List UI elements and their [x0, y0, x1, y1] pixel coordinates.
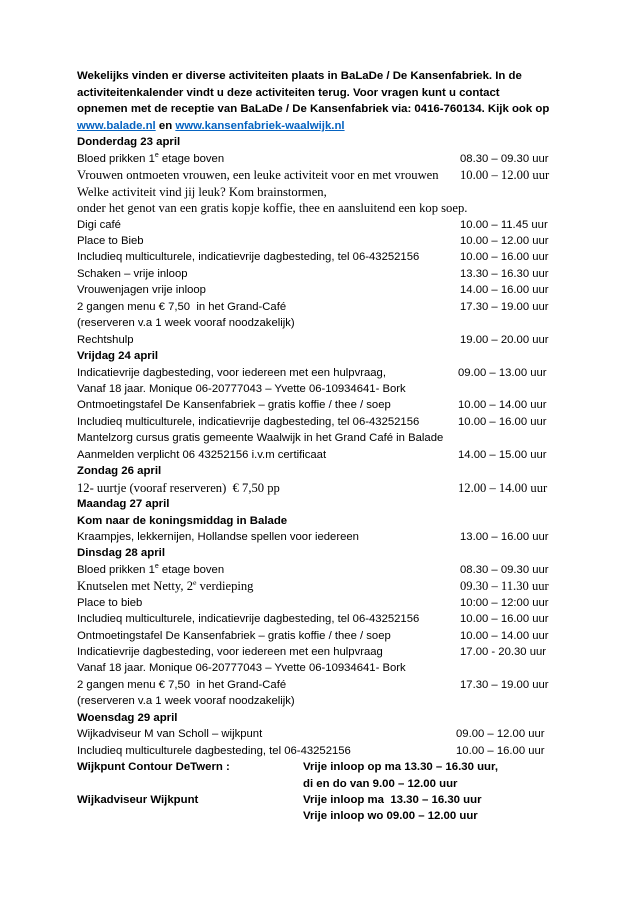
activity-row [77, 743, 574, 759]
activity-label: Digi café [77, 218, 121, 231]
activity-label: Ontmoetingstafel De Kansenfabriek – gratis koffie / thee / soep [77, 399, 391, 412]
activity-time: 13.00 – 16.00 uur [460, 530, 549, 543]
wijkpunt-hours: Vrije inloop op ma 13.30 – 16.30 uur, [303, 761, 498, 774]
activity-row [77, 167, 574, 183]
day-section [77, 134, 574, 348]
activity-label: Place to Bieb [77, 235, 144, 248]
activity-time: 09.00 – 13.00 uur [458, 366, 547, 379]
activity-label: (reserveren v.a 1 week vooraf noodzakelijk) [77, 695, 295, 708]
wijkpunt-name: Wijkpunt Contour DeTwern : [77, 761, 230, 774]
activity-row [77, 578, 574, 594]
activity-label: Bloed prikken 1e etage boven [77, 152, 225, 165]
activity-row [77, 562, 574, 578]
activity-row [77, 282, 574, 298]
activity-label: Vanaf 18 jaar. Monique 06-20777043 – Yvette 06-10934641- Bork [77, 382, 406, 395]
activity-label: Indicatievrije dagbesteding, voor iedereen met een hulpvraag, [77, 366, 386, 379]
activity-label: onder het genot van een gratis kopje koffie, thee en aansluitend een kop soep. [77, 201, 468, 216]
activity-row [77, 480, 574, 496]
day-sections [77, 134, 574, 759]
activity-time: 12.00 – 14.00 uur [458, 480, 548, 495]
activity-row [77, 266, 574, 282]
day-section [77, 496, 574, 545]
activity-label: Mantelzorg cursus gratis gemeente Waalwijk in het Grand Café in Balade [77, 432, 444, 445]
activity-row [77, 628, 574, 644]
ordinal-superscript: e [193, 578, 197, 588]
activity-row [77, 249, 574, 265]
day-heading: Woensdag 29 april [77, 711, 178, 724]
activity-row [77, 447, 574, 463]
activity-row [77, 430, 574, 446]
activity-label: Rechtshulp [77, 333, 134, 346]
activity-label: (reserveren v.a 1 week vooraf noodzakelijk) [77, 317, 295, 330]
activity-time: 10.00 – 11.45 uur [460, 218, 548, 231]
activity-label: Vanaf 18 jaar. Monique 06-20777043 – Yvette 06-10934641- Bork [77, 662, 406, 675]
activity-row [77, 397, 574, 413]
activity-label: Includieq multiculturele dagbesteding, tel 06-43252156 [77, 744, 351, 757]
intro-line-1: Wekelijks vinden er diverse activiteiten plaats in BaLaDe / De Kansenfabriek. In de [77, 70, 522, 82]
activity-label: Includieq multiculturele, indicatievrije dagbesteding, tel 06-43252156 [77, 251, 420, 264]
activity-time: 10:00 – 12:00 uur [460, 596, 549, 609]
day-subheading: Kom naar de koningsmiddag in Balade [77, 514, 288, 527]
activity-label: Welke activiteit vind jij leuk? Kom brainstormen, [77, 184, 327, 199]
day-section [77, 348, 574, 463]
activity-time: 17.00 - 20.30 uur [460, 646, 547, 659]
wijkpunt-row [77, 808, 574, 824]
activity-time: 17.30 – 19.00 uur [460, 678, 549, 691]
activity-calendar [77, 68, 574, 825]
activity-label: Includieq multiculturele, indicatievrije dagbesteding, tel 06-43252156 [77, 415, 420, 428]
activity-row [77, 414, 574, 430]
wijkpunt-row [77, 759, 574, 775]
activity-row [77, 365, 574, 381]
wijkpunt-hours: Vrije inloop ma 13.30 – 16.30 uur [303, 793, 482, 806]
day-heading: Vrijdag 24 april [77, 350, 159, 363]
activity-time: 14.00 – 15.00 uur [458, 448, 547, 461]
activity-label: Ontmoetingstafel De Kansenfabriek – gratis koffie / thee / soep [77, 629, 391, 642]
activity-time: 10.00 – 16.00 uur [460, 613, 549, 626]
ordinal-superscript: e [154, 152, 159, 160]
activity-time: 10.00 – 16.00 uur [460, 251, 549, 264]
activity-time: 13.30 – 16.30 uur [460, 267, 549, 280]
activity-row [77, 299, 574, 315]
activity-row [77, 332, 574, 348]
activity-row [77, 151, 574, 167]
wijkpunt-info-block [77, 759, 574, 825]
activity-time: 10.00 – 14.00 uur [460, 629, 549, 642]
activity-label: Vrouwenjagen vrije inloop [77, 284, 206, 297]
activity-time: 08.30 – 09.30 uur [460, 563, 549, 576]
day-heading: Zondag 26 april [77, 465, 162, 478]
activity-label: Schaken – vrije inloop [77, 267, 188, 280]
activity-label: 2 gangen menu € 7,50 in het Grand-Café [77, 678, 287, 691]
ordinal-superscript: e [154, 563, 159, 571]
activity-row [77, 677, 574, 693]
day-heading: Maandag 27 april [77, 498, 170, 511]
intro-line-3: met de receptie van BaLaDe / De Kansenfabriek via: 0416-760134. Kijk ook op [130, 103, 550, 116]
activity-label: 2 gangen menu € 7,50 in het Grand-Café [77, 300, 287, 313]
activity-row [77, 529, 574, 545]
activity-time: 08.30 – 09.30 uur [460, 152, 549, 165]
day-section [77, 545, 574, 709]
balade-website-link[interactable]: www.balade.nl [77, 119, 156, 132]
activity-row [77, 693, 574, 709]
activity-row [77, 611, 574, 627]
intro-paragraph [77, 68, 551, 134]
day-heading: Dinsdag 28 april [77, 547, 165, 560]
intro-line-2: activiteitenkalender vindt u deze activiteiten terug. Voor vragen kunt u contact opnemen [77, 86, 500, 116]
activity-label: Knutselen met Netty, 2e verdieping [77, 578, 254, 594]
activity-time: 10.00 – 12.00 uur [460, 168, 550, 183]
activity-label: Bloed prikken 1e etage boven [77, 563, 225, 576]
activity-label: Vrouwen ontmoeten vrouwen, een leuke activiteit voor en met vrouwen [77, 168, 439, 183]
day-section [77, 463, 574, 496]
activity-row [77, 660, 574, 676]
kansenfabriek-website-link[interactable]: www.kansenfabriek-waalwijk.nl [175, 119, 345, 132]
activity-time: 10.00 – 12.00 uur [460, 235, 549, 248]
activity-time: 14.00 – 16.00 uur [460, 284, 549, 297]
activity-row [77, 595, 574, 611]
activity-time: 10.00 – 14.00 uur [458, 399, 547, 412]
activity-row [77, 233, 574, 249]
activity-label: Aanmelden verplicht 06 43252156 i.v.m certificaat [77, 448, 327, 461]
wijkpunt-hours: Vrije inloop wo 09.00 – 12.00 uur [303, 810, 478, 823]
wijkpunt-hours: di en do van 9.00 – 12.00 uur [303, 777, 458, 790]
activity-time: 10.00 – 16.00 uur [458, 415, 547, 428]
activity-row [77, 315, 574, 331]
activity-label: Place to bieb [77, 596, 143, 609]
wijkpunt-row [77, 776, 574, 792]
activity-time: 10.00 – 16.00 uur [456, 744, 545, 757]
activity-time: 17.30 – 19.00 uur [460, 300, 549, 313]
day-heading: Donderdag 23 april [77, 136, 181, 149]
activity-row [77, 644, 574, 660]
activity-label: Includieq multiculturele, indicatievrije dagbesteding, tel 06-43252156 [77, 613, 420, 626]
activity-time: 09.30 – 11.30 uur [460, 579, 549, 594]
day-section [77, 710, 574, 759]
activity-label: Kraampjes, lekkernijen, Hollandse spellen voor iedereen [77, 530, 359, 543]
activity-row [77, 200, 574, 216]
activity-label: Indicatievrije dagbesteding, voor iedereen met een hulpvraag [77, 646, 383, 659]
wijkpunt-name: Wijkadviseur Wijkpunt [77, 793, 199, 806]
activity-time: 19.00 – 20.00 uur [460, 333, 549, 346]
activity-row [77, 217, 574, 233]
activity-label: 12- uurtje (vooraf reserveren) € 7,50 pp [77, 480, 280, 495]
activity-row [77, 381, 574, 397]
wijkpunt-row [77, 792, 574, 808]
activity-time: 09.00 – 12.00 uur [456, 728, 545, 741]
activity-row [77, 726, 574, 742]
activity-row [77, 184, 574, 200]
activity-label: Wijkadviseur M van Scholl – wijkpunt [77, 728, 263, 741]
intro-conjunction-word: en [158, 119, 173, 132]
